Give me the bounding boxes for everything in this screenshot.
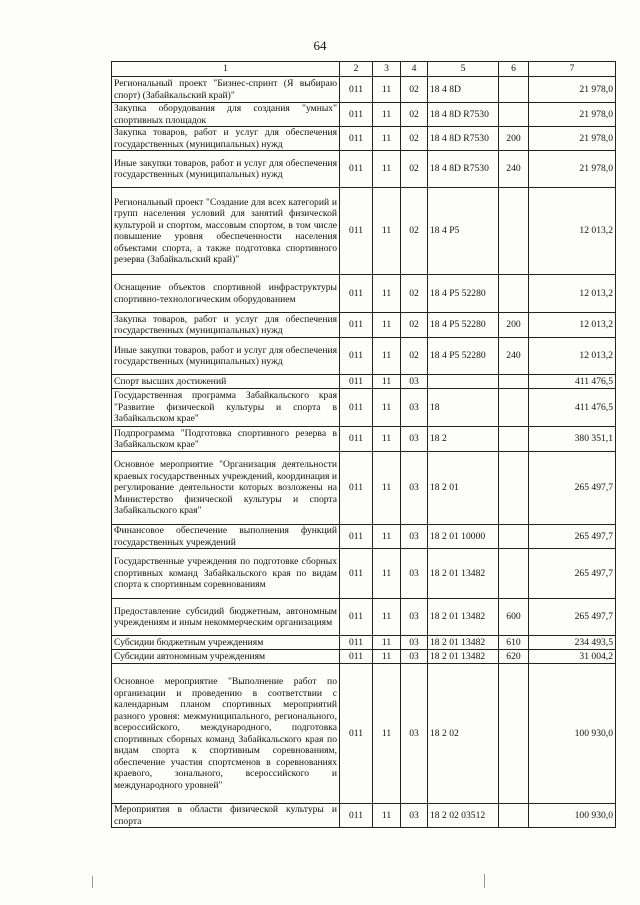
header-col-subsection: 4 [401,62,428,77]
cell-expense-type: 240 [499,151,529,188]
scan-artifact [484,874,485,888]
cell-subsection: 02 [401,77,428,103]
cell-grbs: 011 [340,77,373,103]
cell-name: Финансовое обеспечение выполнения функций государственных учреждений [112,525,340,549]
cell-subsection: 03 [401,389,428,427]
table-row [112,452,616,525]
cell-grbs: 011 [340,636,373,650]
cell-expense-type [499,804,529,828]
cell-grbs: 011 [340,313,373,338]
cell-expense-type [499,525,529,549]
cell-amount: 12 013,2 [529,188,616,275]
cell-name: Субсидии бюджетным учреждениям [112,636,340,650]
table-body [112,77,616,828]
table-row [112,313,616,338]
header-col-expense-type: 6 [499,62,529,77]
cell-subsection: 02 [401,313,428,338]
cell-subsection: 03 [401,525,428,549]
cell-section: 11 [373,103,401,127]
table-row [112,804,616,828]
cell-amount: 265 497,7 [529,599,616,636]
cell-amount: 265 497,7 [529,525,616,549]
cell-expense-type: 200 [499,127,529,151]
cell-target-article: 18 2 01 13482 [428,636,499,650]
cell-target-article: 18 4 P5 [428,188,499,275]
table-row [112,188,616,275]
table-row [112,77,616,103]
cell-subsection: 02 [401,127,428,151]
cell-grbs: 011 [340,127,373,151]
cell-expense-type [499,389,529,427]
cell-target-article: 18 4 8D [428,77,499,103]
cell-target-article: 18 4 8D R7530 [428,151,499,188]
cell-grbs: 011 [340,525,373,549]
cell-amount: 411 476,5 [529,375,616,389]
cell-amount: 411 476,5 [529,389,616,427]
cell-section: 11 [373,151,401,188]
cell-target-article [428,375,499,389]
cell-section: 11 [373,338,401,375]
table-row [112,338,616,375]
cell-target-article: 18 2 01 10000 [428,525,499,549]
cell-target-article: 18 2 02 03512 [428,804,499,828]
cell-subsection: 02 [401,103,428,127]
table-row [112,636,616,650]
cell-name: Закупка оборудования для создания "умных" спортивных площадок [112,103,340,127]
cell-subsection: 03 [401,427,428,452]
cell-name: Иные закупки товаров, работ и услуг для обеспечения государственных (муниципальных) нужд [112,338,340,375]
cell-subsection: 02 [401,338,428,375]
cell-section: 11 [373,664,401,804]
cell-grbs: 011 [340,151,373,188]
table-row [112,375,616,389]
table-row [112,389,616,427]
cell-section: 11 [373,636,401,650]
cell-expense-type [499,375,529,389]
cell-grbs: 011 [340,275,373,313]
cell-section: 11 [373,452,401,525]
cell-target-article: 18 4 8D R7530 [428,103,499,127]
cell-grbs: 011 [340,664,373,804]
table-row [112,525,616,549]
table-row [112,599,616,636]
cell-name: Закупка товаров, работ и услуг для обеспечения государственных (муниципальных) нужд [112,127,340,151]
cell-section: 11 [373,188,401,275]
cell-section: 11 [373,77,401,103]
cell-subsection: 03 [401,650,428,664]
cell-subsection: 03 [401,599,428,636]
cell-expense-type [499,103,529,127]
cell-amount: 265 497,7 [529,452,616,525]
cell-amount: 100 930,0 [529,664,616,804]
cell-target-article: 18 4 8D R7530 [428,127,499,151]
cell-expense-type: 610 [499,636,529,650]
cell-name: Подпрограмма "Подготовка спортивного резерва в Забайкальском крае" [112,427,340,452]
cell-name: Государственная программа Забайкальского края "Развитие физической культуры и спорта в Забайкальском крае" [112,389,340,427]
cell-section: 11 [373,650,401,664]
cell-name: Государственные учреждения по подготовке сборных спортивных команд Забайкальского края по видам спорта к спортивным соревнованиям [112,549,340,599]
cell-subsection: 03 [401,664,428,804]
cell-target-article: 18 4 P5 52280 [428,313,499,338]
cell-subsection: 02 [401,275,428,313]
cell-amount: 31 004,2 [529,650,616,664]
cell-subsection: 02 [401,151,428,188]
cell-name: Спорт высших достижений [112,375,340,389]
cell-name: Закупка товаров, работ и услуг для обеспечения государственных (муниципальных) нужд [112,313,340,338]
table-row [112,650,616,664]
cell-target-article: 18 2 [428,427,499,452]
cell-name: Мероприятия в области физической культуры и спорта [112,804,340,828]
header-col-amount: 7 [529,62,616,77]
cell-grbs: 011 [340,599,373,636]
cell-section: 11 [373,549,401,599]
cell-amount: 21 978,0 [529,103,616,127]
cell-expense-type: 600 [499,599,529,636]
cell-target-article: 18 2 01 13482 [428,599,499,636]
table-row [112,151,616,188]
cell-amount: 12 013,2 [529,313,616,338]
cell-target-article: 18 2 02 [428,664,499,804]
cell-expense-type [499,664,529,804]
cell-grbs: 011 [340,452,373,525]
cell-name: Основное мероприятие "Выполнение работ по организации и проведению в соответствии с календарным планом спортивных мероприятий разного уровня: межмуниципального, регионального, всероссийского, международного, подготовка спортивных сборных команд Забайкальского края по видам спорта к спортивным соревнованиям, обеспечение участия спортсменов в соревнованиях краевого, зонального, всероссийского и международного уровней" [112,664,340,804]
cell-expense-type [499,452,529,525]
cell-grbs: 011 [340,389,373,427]
cell-target-article: 18 [428,389,499,427]
cell-section: 11 [373,389,401,427]
scan-artifact [92,876,93,888]
cell-grbs: 011 [340,103,373,127]
header-col-section: 3 [373,62,401,77]
cell-amount: 12 013,2 [529,275,616,313]
cell-grbs: 011 [340,427,373,452]
cell-target-article: 18 2 01 13482 [428,650,499,664]
cell-section: 11 [373,127,401,151]
cell-grbs: 011 [340,804,373,828]
cell-amount: 21 978,0 [529,151,616,188]
cell-target-article: 18 2 01 [428,452,499,525]
cell-expense-type: 240 [499,338,529,375]
cell-section: 11 [373,599,401,636]
header-col-target-article: 5 [428,62,499,77]
cell-subsection: 03 [401,452,428,525]
table-row [112,549,616,599]
cell-grbs: 011 [340,375,373,389]
cell-subsection: 02 [401,188,428,275]
cell-amount: 100 930,0 [529,804,616,828]
cell-subsection: 03 [401,804,428,828]
cell-grbs: 011 [340,549,373,599]
cell-expense-type: 200 [499,313,529,338]
cell-amount: 234 493,5 [529,636,616,650]
cell-section: 11 [373,313,401,338]
cell-expense-type [499,188,529,275]
cell-amount: 265 497,7 [529,549,616,599]
cell-name: Региональный проект "Создание для всех категорий и групп населения условий для занятий физической культурой и спортом, массовым спортом, в том числе повышение уровня обеспеченности населения объектами спорта, а также подготовка спортивного резерва (Забайкальский край)" [112,188,340,275]
header-col-name: 1 [112,62,340,77]
cell-amount: 380 351,1 [529,427,616,452]
cell-section: 11 [373,525,401,549]
cell-target-article: 18 4 P5 52280 [428,275,499,313]
cell-grbs: 011 [340,338,373,375]
page-number: 64 [313,38,327,53]
table-row [112,103,616,127]
cell-grbs: 011 [340,188,373,275]
cell-section: 11 [373,375,401,389]
cell-target-article: 18 2 01 13482 [428,549,499,599]
cell-subsection: 03 [401,375,428,389]
cell-section: 11 [373,275,401,313]
cell-name: Основное мероприятие "Организация деятельности краевых государственных учреждений, координация и регулирование деятельности которых возложены на Министерство физической культуры и спорта Забайкальского края" [112,452,340,525]
cell-grbs: 011 [340,650,373,664]
cell-name: Оснащение объектов спортивной инфраструктуры спортивно-технологическим оборудованием [112,275,340,313]
header-col-grbs: 2 [340,62,373,77]
cell-expense-type [499,427,529,452]
cell-name: Региональный проект "Бизнес-спринт (Я выбираю спорт) (Забайкальский край)" [112,77,340,103]
cell-section: 11 [373,427,401,452]
cell-name: Предоставление субсидий бюджетным, автономным учреждениям и иным некоммерческим организациям [112,599,340,636]
budget-table [111,61,616,828]
header-row [112,62,616,77]
cell-target-article: 18 4 P5 52280 [428,338,499,375]
table-row [112,664,616,804]
cell-expense-type [499,549,529,599]
cell-subsection: 03 [401,636,428,650]
cell-name: Субсидии автономным учреждениям [112,650,340,664]
cell-name: Иные закупки товаров, работ и услуг для обеспечения государственных (муниципальных) нужд [112,151,340,188]
cell-amount: 21 978,0 [529,77,616,103]
cell-subsection: 03 [401,549,428,599]
cell-expense-type [499,275,529,313]
table-row [112,275,616,313]
cell-section: 11 [373,804,401,828]
cell-expense-type [499,77,529,103]
cell-amount: 21 978,0 [529,127,616,151]
table-row [112,127,616,151]
cell-amount: 12 013,2 [529,338,616,375]
cell-expense-type: 620 [499,650,529,664]
table-row [112,427,616,452]
